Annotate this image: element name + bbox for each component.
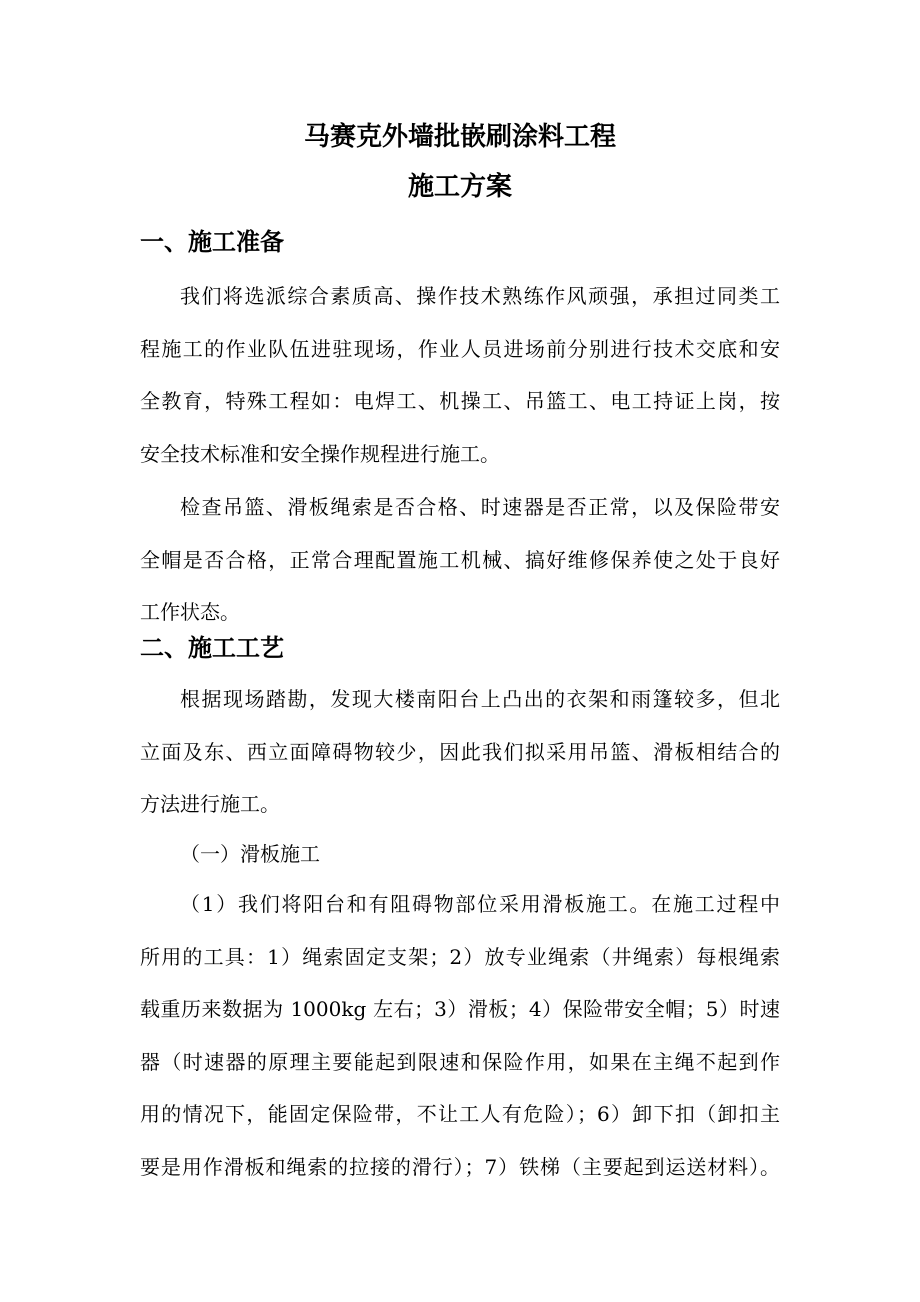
text-line: 方法进行施工。 — [140, 792, 280, 816]
text-line: 检查吊篮、滑板绳索是否合格、时速器是否正常，以及保险带安 — [180, 495, 780, 519]
text-line: 器（时速器的原理主要能起到限速和保险作用，如果在主绳不起到作 — [140, 1049, 780, 1074]
text-line: 我们将选派综合素质高、操作技术熟练作风顽强，承担过同类工 — [180, 284, 780, 308]
paragraph-preparation-team — [140, 270, 780, 480]
document-title: 马赛克外墙批嵌刷涂料工程 — [303, 122, 616, 152]
document-subtitle: 施工方案 — [407, 172, 512, 202]
text-line: 用的情况下，能固定保险带，不让工人有危险）；6）卸下扣（卸扣主 — [140, 1102, 780, 1126]
section-heading-preparation: 一、施工准备 — [140, 227, 284, 256]
text-line: 载重历来数据为 1000kg 左右；3）滑板；4）保险带安全帽；5）时速 — [140, 997, 780, 1021]
text-line: 程施工的作业队伍进驻现场，作业人员进场前分别进行技术交底和安 — [140, 336, 780, 361]
subheading-skateboard-construction — [140, 828, 780, 881]
paragraph-tools-list — [140, 878, 780, 1193]
text-line: 立面及东、西立面障碍物较少，因此我们拟采用吊篮、滑板相结合的 — [140, 739, 780, 764]
text-line: 全帽是否合格，正常合理配置施工机械、搞好维修保养使之处于良好 — [140, 547, 780, 572]
text-line: 工作状态。 — [140, 600, 240, 624]
paragraph-process-survey — [140, 673, 780, 831]
text-line: 全教育，特殊工程如：电焊工、机操工、吊篮工、电工持证上岗，按 — [140, 389, 780, 413]
text-line: 安全技术标准和安全操作规程进行施工。 — [140, 441, 500, 466]
text-line: 所用的工具：1）绳索固定支架；2）放专业绳索（井绳索）每根绳索 — [140, 944, 780, 969]
text-line: 根据现场踏勘，发现大楼南阳台上凸出的衣架和雨篷较多，但北 — [180, 687, 780, 711]
section-heading-process: 二、施工工艺 — [140, 633, 284, 662]
text-line: 要是用作滑板和绳索的拉接的滑行）；7）铁梯（主要起到运送材料）。 — [140, 1154, 780, 1179]
subheading-text: （一）滑板施工 — [180, 842, 320, 866]
paragraph-preparation-inspection — [140, 481, 780, 639]
text-line: （1）我们将阳台和有阻碍物部位采用滑板施工。在施工过程中 — [180, 892, 780, 916]
